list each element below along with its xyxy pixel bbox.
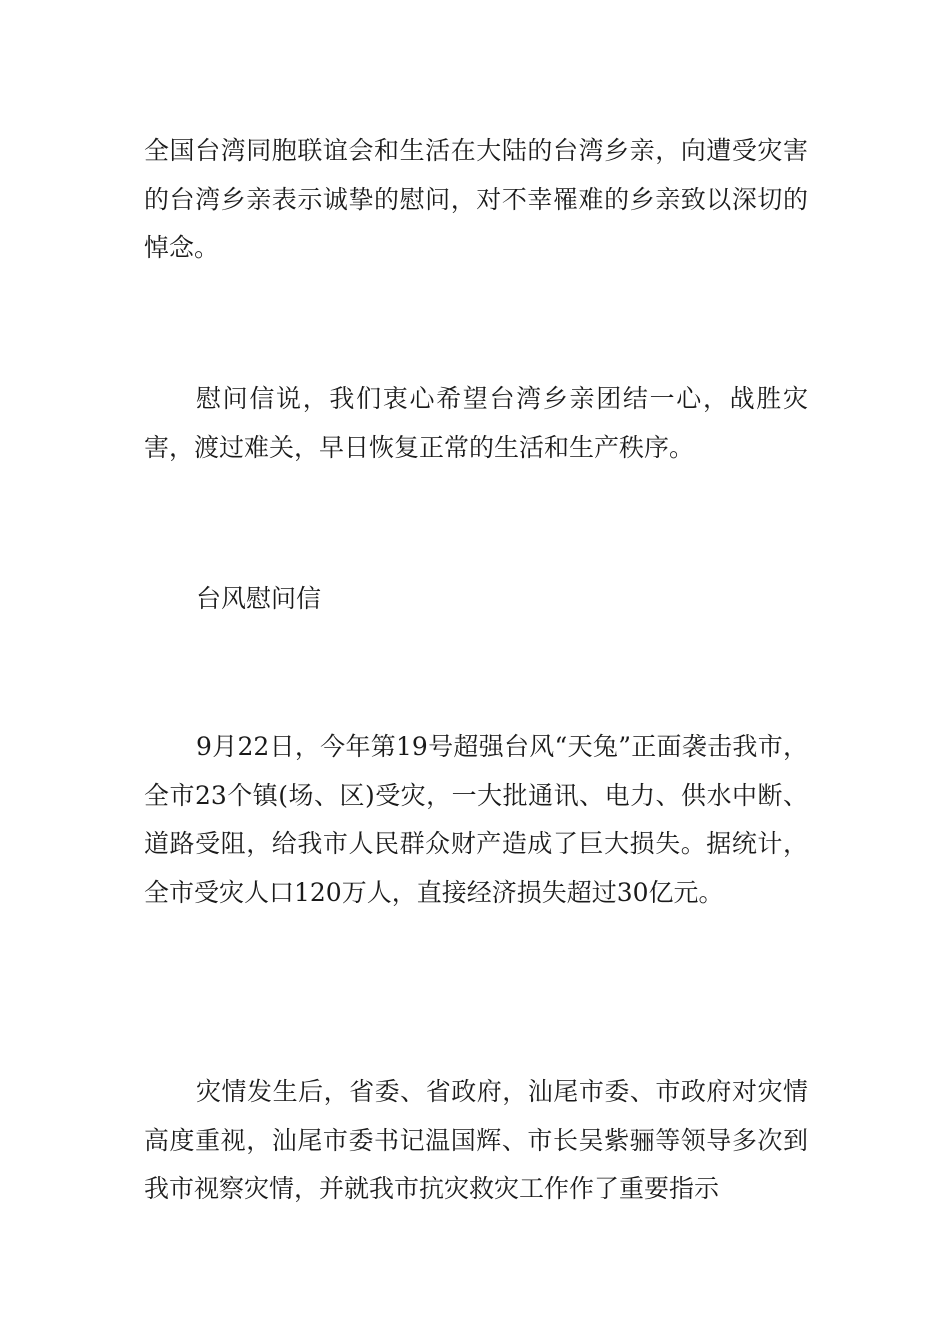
section-heading-typhoon-letter: 台风慰问信 — [196, 584, 322, 613]
paragraph-government-response: 灾情发生后，省委、省政府，汕尾市委、市政府对灾情高度重视，汕尾市委书记温国辉、市长吴紫骊等领导多次到我市视察灾情，并就我市抗灾救灾工作作了重要指示 — [144, 1077, 808, 1203]
paragraph-condolence-wishes: 慰问信说，我们衷心希望台湾乡亲团结一心，战胜灾害，渡过难关，早日恢复正常的生活和生产秩序。 — [144, 384, 808, 462]
paragraph-condolence-continuation: 全国台湾同胞联谊会和生活在大陆的台湾乡亲，向遭受灾害的台湾乡亲表示诚挚的慰问，对不幸罹难的乡亲致以深切的悼念。 — [144, 136, 808, 262]
paragraph-typhoon-damage: 9月22日，今年第19号超强台风“天兔”正面袭击我市，全市23个镇(场、区)受灾，一大批通讯、电力、供水中断、道路受阻，给我市人民群众财产造成了巨大损失。据统计，全市受灾人口120万人，直接经济损失超过30亿元。 — [144, 732, 808, 907]
